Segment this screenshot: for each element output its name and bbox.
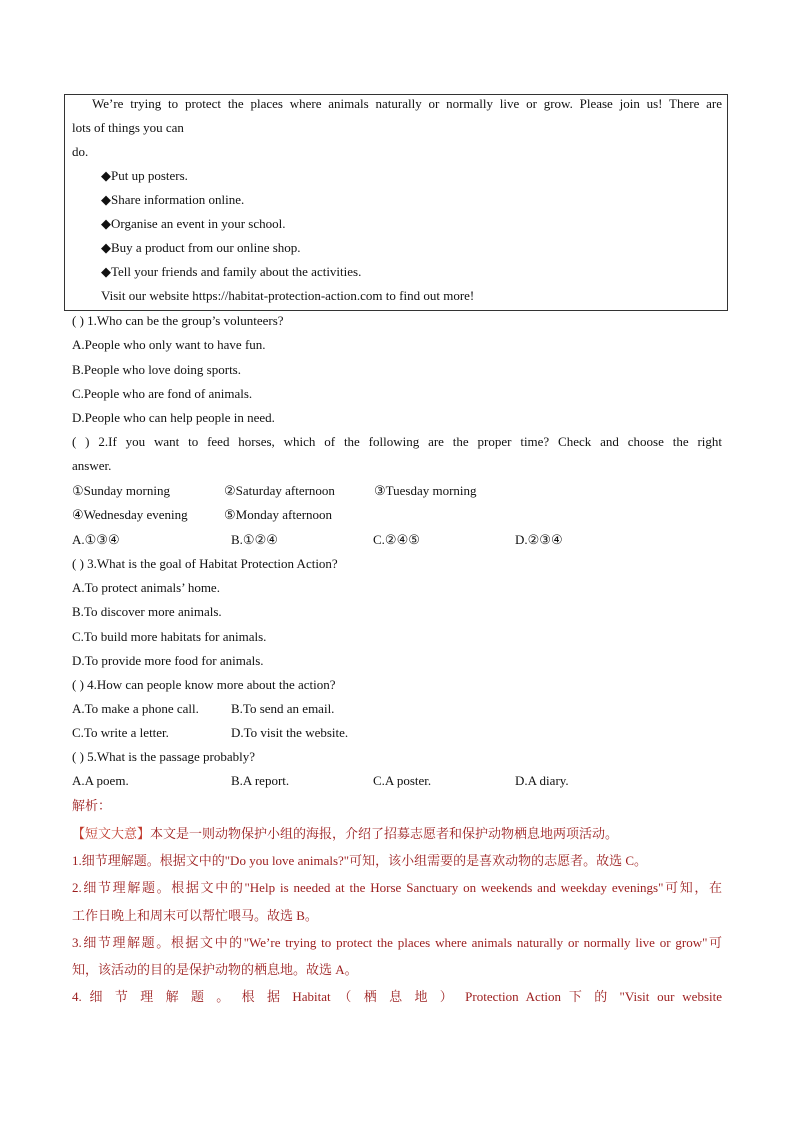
question-2-choice-5: ⑤Monday afternoon: [224, 507, 333, 522]
question-2-option-b: B.①②④: [231, 532, 278, 547]
summary-tag: 【短文大意】: [72, 826, 151, 841]
bullet-item: ◆Put up posters.: [101, 168, 188, 183]
question-3-option-c: C.To build more habitats for animals.: [72, 629, 267, 644]
question-4-option-c: C.To write a letter.: [72, 725, 169, 740]
question-5-option-b: B.A report.: [231, 773, 290, 788]
passage-line-2: lots of things you can: [72, 120, 184, 135]
question-1-option-b: B.People who love doing sports.: [72, 362, 241, 377]
passage-line-3: do.: [72, 144, 89, 159]
question-1-option-d: D.People who can help people in need.: [72, 410, 275, 425]
question-2-option-d: D.②③④: [515, 532, 563, 547]
analysis-item-1: 1.细节理解题。根据文中的"Do you love animals?"可知，该小组需要的是喜欢动物的志愿者。故选 C。: [72, 853, 648, 868]
analysis-item-2-cont: 工作日晚上和周末可以帮忙喂马。故选 B。: [72, 908, 318, 923]
question-5-stem: ( ) 5.What is the passage probably?: [72, 749, 256, 764]
question-5-option-c: C.A poster.: [373, 773, 432, 788]
analysis-item-2: 2.细节理解题。根据文中的"Help is needed at the Horse Sanctuary on weekends and weekday evenings"可知，在: [72, 880, 722, 895]
question-3-option-d: D.To provide more food for animals.: [72, 653, 264, 668]
question-1-option-a: A.People who only want to have fun.: [72, 337, 266, 352]
question-4-option-a: A.To make a phone call.: [72, 701, 199, 716]
question-3-option-a: A.To protect animals’ home.: [72, 580, 220, 595]
question-3-option-b: B.To discover more animals.: [72, 604, 222, 619]
bullet-item: ◆Buy a product from our online shop.: [101, 240, 301, 255]
analysis-summary: [72, 826, 618, 842]
question-4-option-d: D.To visit the website.: [231, 725, 349, 740]
question-2-stem-cont: answer.: [72, 458, 112, 473]
question-2-choice-1: ①Sunday morning: [72, 483, 170, 498]
question-2-choice-4: ④Wednesday evening: [72, 507, 188, 522]
question-1-option-c: C.People who are fond of animals.: [72, 386, 253, 401]
analysis-heading: 解析：: [72, 798, 112, 813]
question-4-option-b: B.To send an email.: [231, 701, 335, 716]
question-2-option-a: A.①③④: [72, 532, 120, 547]
analysis-item-4: 4. 细 节 理 解 题 。 根 据 Habitat （ 栖 息 地 ） Protection Action 下 的 "Visit our website: [72, 989, 722, 1004]
analysis-item-3: 3.细节理解题。根据文中的"We’re trying to protect the places where animals naturally or normally live or grow"可: [72, 935, 722, 950]
summary-text: 本文是一则动物保护小组的海报，介绍了招募志愿者和保护动物栖息地两项活动。: [150, 826, 619, 841]
analysis-item-3-cont: 知，该活动的目的是保护动物的栖息地。故选 A。: [72, 962, 358, 977]
passage-line-1: We’re trying to protect the places where animals naturally or normally live or grow. Please join us! There are: [92, 96, 722, 111]
question-5-option-a: A.A poem.: [72, 773, 129, 788]
website-line: Visit our website https://habitat-protection-action.com to find out more!: [101, 288, 475, 303]
question-2-option-c: C.②④⑤: [373, 532, 420, 547]
question-2-choice-3: ③Tuesday morning: [374, 483, 477, 498]
bullet-item: ◆Organise an event in your school.: [101, 216, 286, 231]
bullet-item: ◆Share information online.: [101, 192, 245, 207]
question-4-stem: ( ) 4.How can people know more about the action?: [72, 677, 336, 692]
bullet-item: ◆Tell your friends and family about the activities.: [101, 264, 362, 279]
question-1-stem: ( ) 1.Who can be the group’s volunteers?: [72, 313, 284, 328]
question-5-option-d: D.A diary.: [515, 773, 569, 788]
question-3-stem: ( ) 3.What is the goal of Habitat Protection Action?: [72, 556, 338, 571]
question-2-stem: ( ) 2.If you want to feed horses, which of the following are the proper time? Check and choose the right: [72, 434, 722, 449]
question-2-choice-2: ②Saturday afternoon: [224, 483, 335, 498]
